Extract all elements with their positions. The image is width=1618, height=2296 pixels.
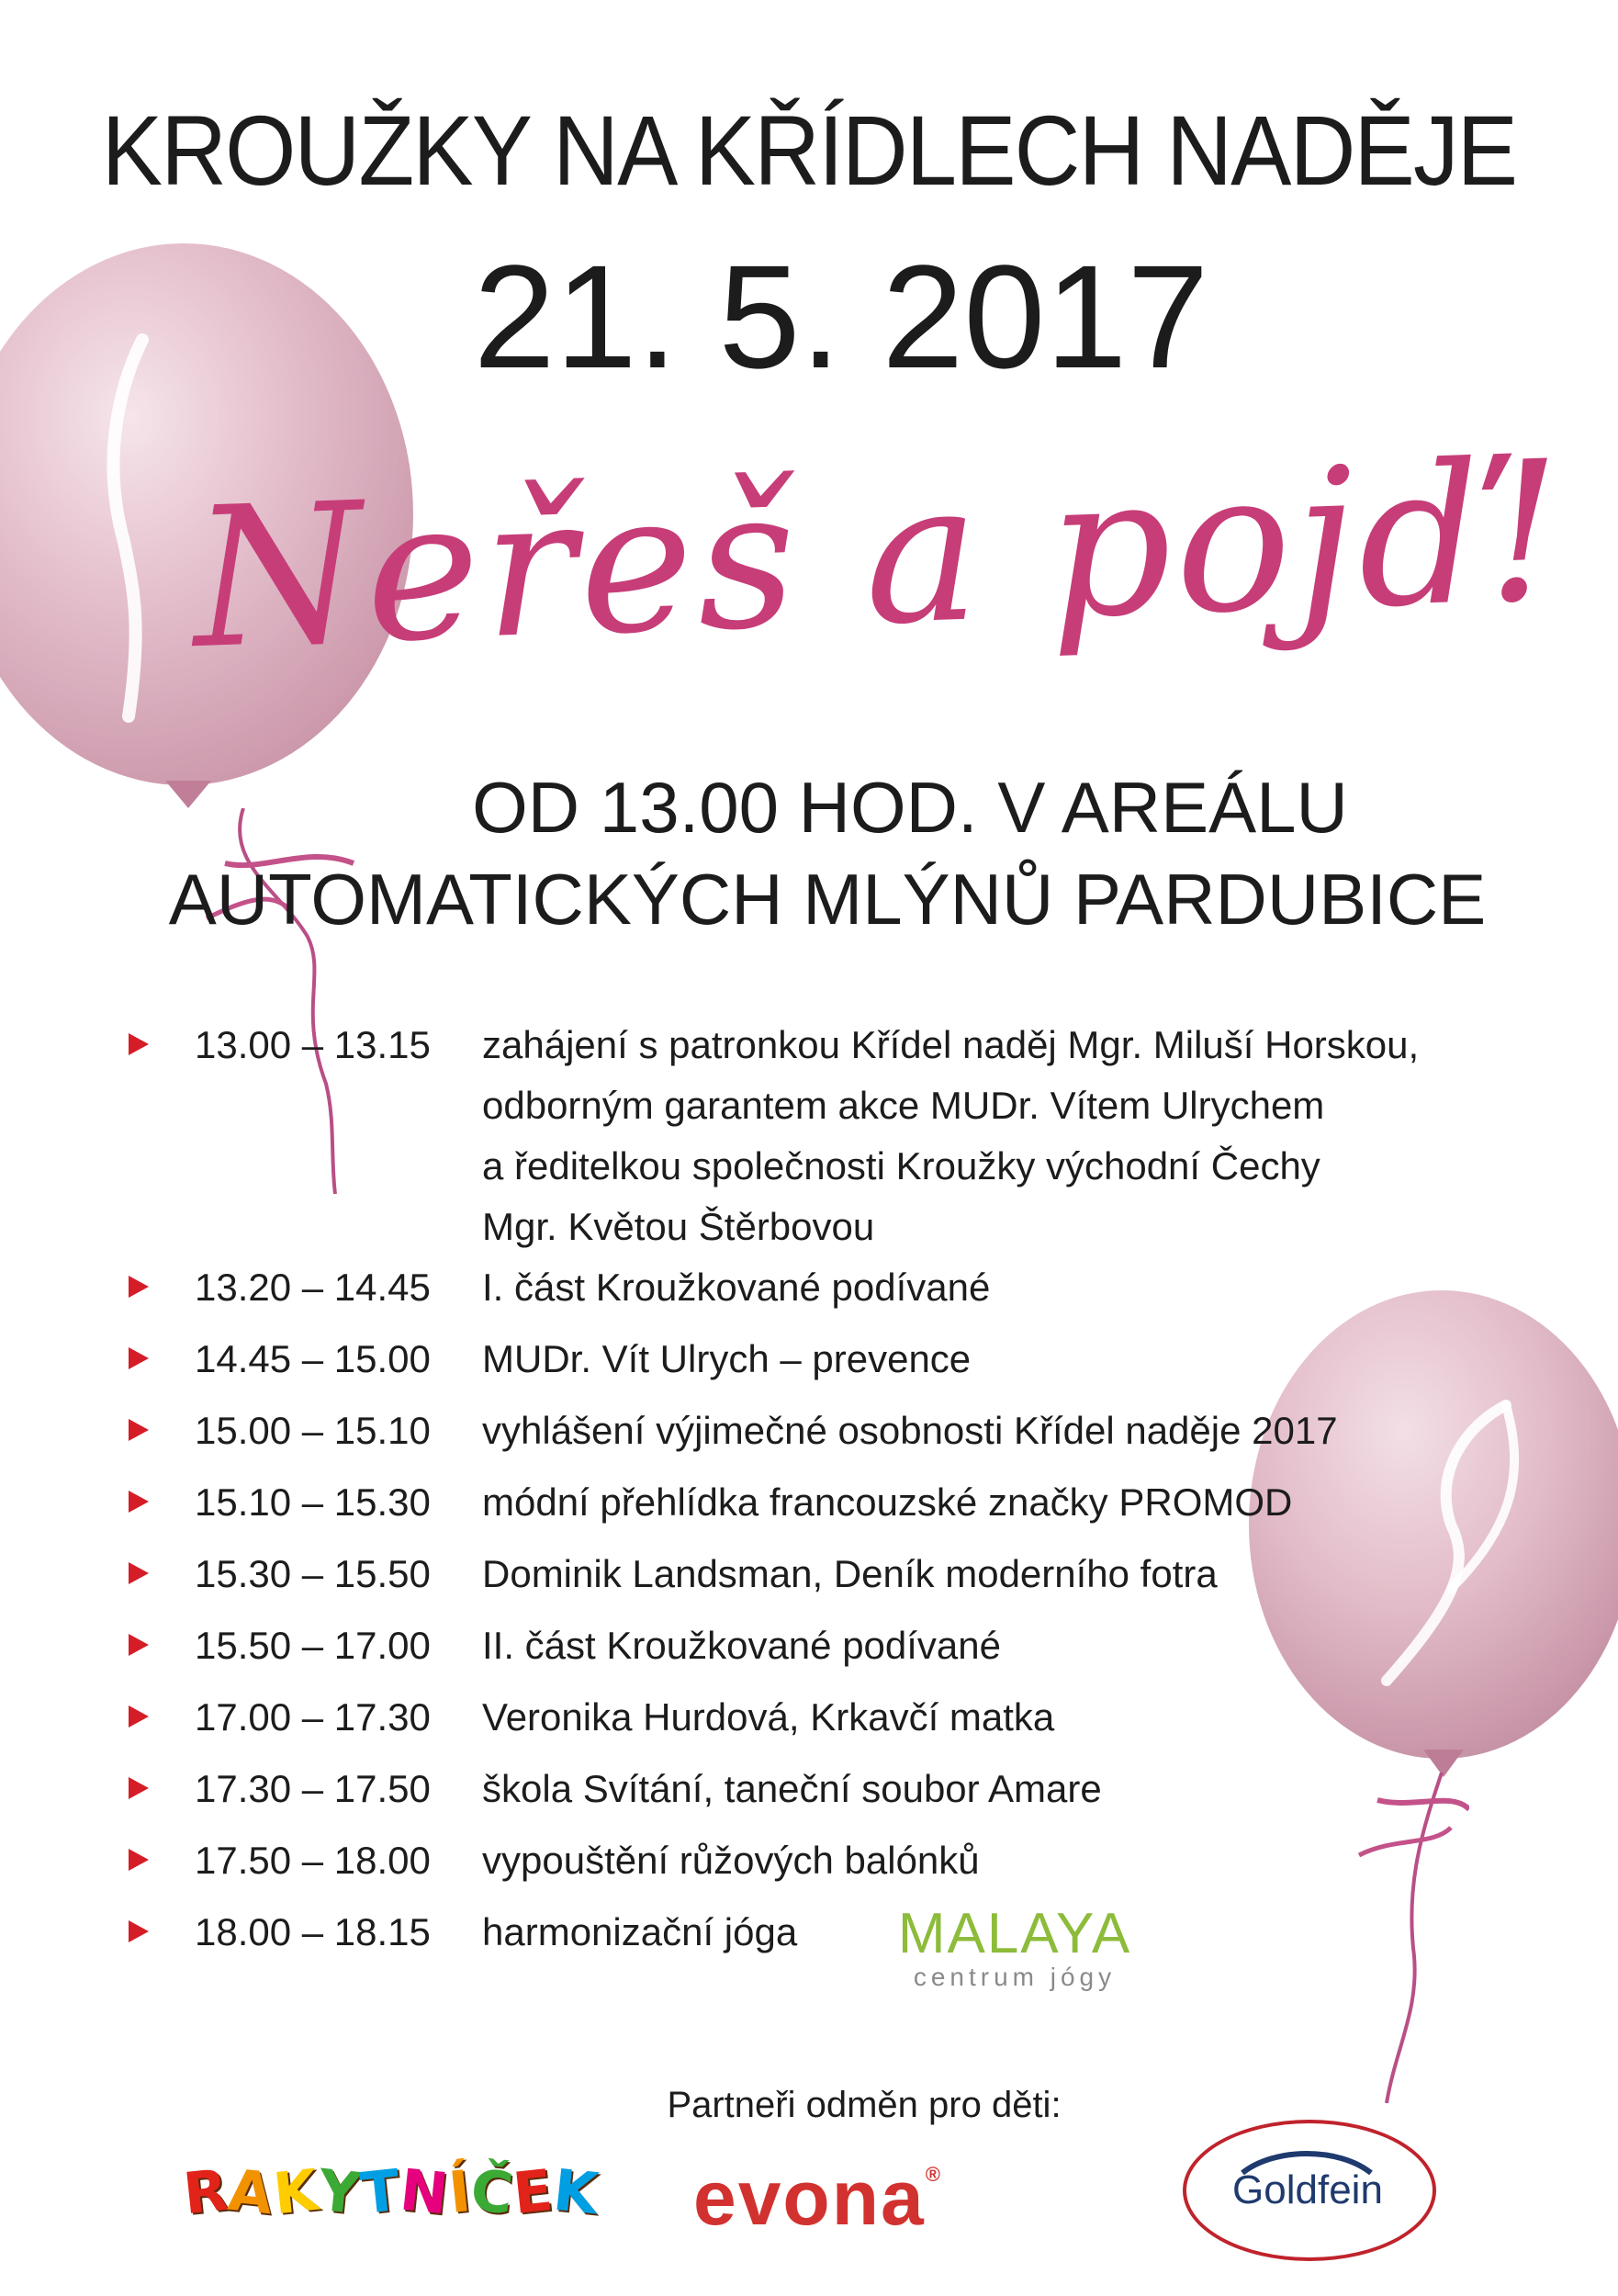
schedule-item [129, 1759, 1561, 1830]
evona-logo [693, 2154, 942, 2243]
schedule-time: 15.00 – 15.10 [195, 1409, 431, 1452]
schedule-description-line: odborným garantem akce MUDr. Vítem Ulrychem [482, 1084, 1325, 1127]
arrow-bullet-icon [129, 1562, 149, 1584]
schedule-description: Veronika Hurdová, Krkavčí matka [482, 1695, 1055, 1739]
rakytnicek-logo [180, 2155, 602, 2228]
schedule-item [129, 1401, 1561, 1472]
rakytnicek-logo-text [180, 2155, 602, 2228]
partners-heading: Partneři odměn pro děti: [667, 2085, 1062, 2125]
malaya-logo-subtitle: centrum jógy [913, 1963, 1117, 1991]
rakytnicek-logo-letter: N [397, 2155, 453, 2228]
rakytnicek-logo-letter: A [225, 2155, 277, 2228]
schedule-item [129, 1830, 1561, 1902]
schedule-description: I. část Kroužkované podívané [482, 1266, 991, 1309]
arrow-bullet-icon [129, 1276, 149, 1298]
schedule-item [129, 1257, 1561, 1329]
schedule-description: harmonizační jóga [482, 1910, 798, 1953]
schedule-item [129, 1015, 1561, 1257]
schedule-description: II. část Kroužkované podívané [482, 1624, 1002, 1667]
schedule-time: 15.30 – 15.50 [195, 1552, 431, 1595]
rakytnicek-logo-letter: Y [315, 2155, 365, 2228]
schedule-description-line: zahájení s patronkou Křídel naděj Mgr. Miluší Horskou, [482, 1023, 1420, 1066]
schedule-list [129, 1015, 1561, 1974]
schedule-description-line: Mgr. Květou Štěrbovou [482, 1205, 875, 1248]
schedule-time: 15.10 – 15.30 [195, 1480, 431, 1524]
rakytnicek-logo-letter: K [270, 2155, 322, 2228]
schedule-item [129, 1544, 1561, 1615]
schedule-description-line: a ředitelkou společnosti Kroužky východní Čechy [482, 1144, 1320, 1187]
schedule-time: 17.30 – 17.50 [195, 1767, 431, 1810]
registered-mark: ® [925, 2163, 942, 2186]
arrow-bullet-icon [129, 1705, 149, 1728]
event-slogan: Neřeš a pojď! [189, 418, 1570, 692]
malaya-logo [877, 1902, 1152, 1991]
arrow-bullet-icon [129, 1419, 149, 1441]
rakytnicek-logo-letter: E [510, 2155, 557, 2228]
arrow-bullet-icon [129, 1347, 149, 1369]
evona-logo-text: evona [693, 2155, 926, 2241]
rakytnicek-logo-letter: T [356, 2155, 404, 2228]
schedule-time: 14.45 – 15.00 [195, 1337, 431, 1380]
venue-line-1: OD 13.00 HOD. V AREÁLU [472, 767, 1348, 848]
goldfein-logo [1183, 2120, 1433, 2257]
event-title: KROUŽKY NA KŘÍDLECH NADĚJE [101, 95, 1517, 206]
schedule-description: škola Svítání, taneční soubor Amare [482, 1767, 1102, 1810]
goldfein-logo-text: Goldfein [1232, 2167, 1383, 2212]
schedule-description [482, 1015, 1419, 1257]
schedule-item [129, 1687, 1561, 1759]
rakytnicek-logo-letter: R [180, 2155, 232, 2228]
schedule-description: vypouštění růžových balónků [482, 1839, 980, 1882]
event-date: 21. 5. 2017 [473, 234, 1209, 399]
arrow-bullet-icon [129, 1849, 149, 1871]
schedule-time: 13.20 – 14.45 [195, 1266, 431, 1309]
arrow-bullet-icon [129, 1491, 149, 1513]
schedule-time: 17.00 – 17.30 [195, 1695, 431, 1739]
schedule-item [129, 1329, 1561, 1401]
schedule-item [129, 1472, 1561, 1544]
schedule-description: MUDr. Vít Ulrych – prevence [482, 1337, 972, 1380]
schedule-description: Dominik Landsman, Deník moderního fotra [482, 1552, 1218, 1595]
schedule-time: 15.50 – 17.00 [195, 1624, 431, 1667]
schedule-description: módní přehlídka francouzské značky PROMOD [482, 1480, 1293, 1524]
schedule-time: 17.50 – 18.00 [195, 1839, 431, 1882]
schedule-time: 18.00 – 18.15 [195, 1910, 431, 1953]
schedule-time: 13.00 – 13.15 [195, 1023, 431, 1066]
arrow-bullet-icon [129, 1920, 149, 1942]
arrow-bullet-icon [129, 1033, 149, 1055]
rakytnicek-logo-letter: K [550, 2155, 602, 2228]
venue-line-2: AUTOMATICKÝCH MLÝNŮ PARDUBICE [168, 859, 1487, 940]
schedule-item [129, 1615, 1561, 1687]
schedule-item [129, 1902, 1561, 1974]
rakytnicek-logo-letter: Í [445, 2156, 475, 2227]
rakytnicek-logo-letter: Č [467, 2155, 518, 2228]
arrow-bullet-icon [129, 1777, 149, 1799]
arrow-bullet-icon [129, 1634, 149, 1656]
schedule-description: vyhlášení výjimečné osobnosti Křídel naděje 2017 [482, 1409, 1338, 1452]
malaya-logo-name: MALAYA [897, 1902, 1132, 1965]
